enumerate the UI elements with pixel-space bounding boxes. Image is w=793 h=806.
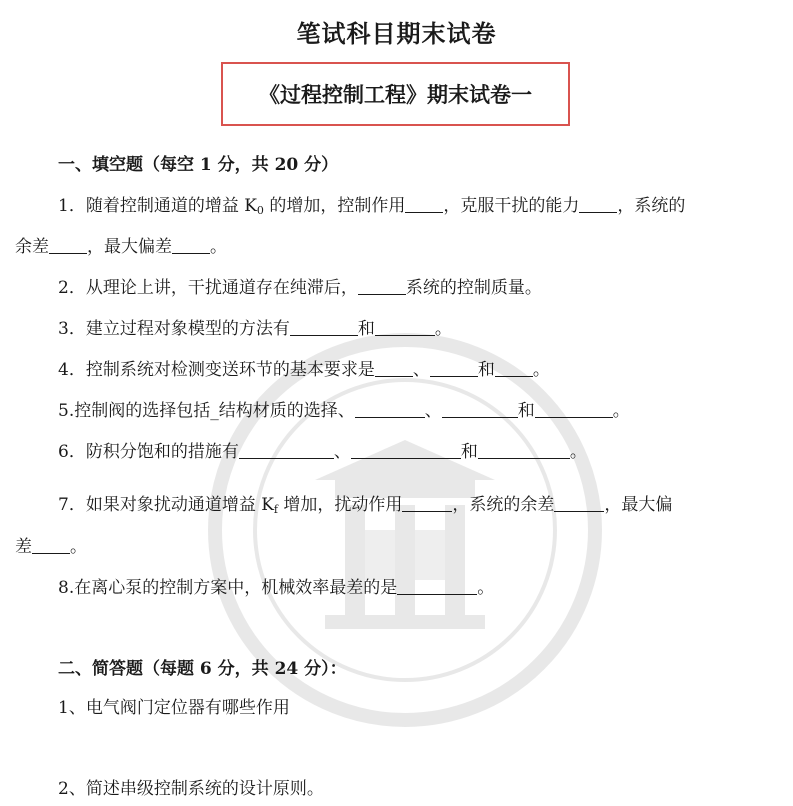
q2: 2．从理论上讲，干扰通道存在纯滞后， 系统的控制质量。 <box>58 278 542 298</box>
answer-blank <box>375 319 435 336</box>
q4: 4．控制系统对检测变送环节的基本要求是 、 和 。 <box>58 360 550 380</box>
answer-blank <box>535 401 613 418</box>
answer-blank <box>358 278 406 295</box>
answer-blank <box>478 442 570 459</box>
exam-title: 笔试科目期末试卷 <box>296 19 497 48</box>
q7-line1: 7．如果对象扰动通道增益 $K_f$ 增加，扰动作用 ，系统的余差 ，最大偏 <box>58 495 673 516</box>
course-title-box <box>221 62 570 126</box>
q3: 3．建立过程对象模型的方法有 和 。 <box>58 319 452 339</box>
answer-blank <box>402 495 452 512</box>
answer-blank <box>430 360 478 377</box>
q5: 5.控制阀的选择包括_结构材质的选择、 、 和 。 <box>58 401 630 421</box>
answer-blank <box>49 237 87 254</box>
answer-blank <box>397 578 477 595</box>
q1-line2: 余差 ，最大偏差 。 <box>15 237 227 257</box>
q8: 8.在离心泵的控制方案中，机械效率最差的是 。 <box>58 578 495 598</box>
section1-title: 一、填空题（每空 1 分，共 20 分） <box>58 155 339 175</box>
course-title: 《过程控制工程》期末试卷一 <box>259 82 532 107</box>
answer-blank <box>495 360 533 377</box>
answer-blank <box>239 442 334 459</box>
answer-blank <box>32 537 70 554</box>
q7-line2: 差 。 <box>15 537 87 557</box>
section2-title: 二、简答题（每题 6 分，共 24 分）： <box>58 659 347 679</box>
section2-q1: 1、电气阀门定位器有哪些作用 <box>58 698 290 718</box>
answer-blank <box>405 196 443 213</box>
answer-blank <box>579 196 617 213</box>
answer-blank <box>375 360 413 377</box>
answer-blank <box>172 237 210 254</box>
answer-blank <box>351 442 461 459</box>
answer-blank <box>442 401 518 418</box>
q6: 6．防积分饱和的措施有 、 和 。 <box>58 442 587 462</box>
section2-q2: 2、简述串级控制系统的设计原则。 <box>58 779 324 799</box>
answer-blank <box>355 401 425 418</box>
q1-line1: 1．随着控制通道的增益 $K_0$ 的增加，控制作用 ，克服干扰的能力 ，系统的 <box>58 196 686 217</box>
answer-blank <box>290 319 358 336</box>
answer-blank <box>554 495 604 512</box>
